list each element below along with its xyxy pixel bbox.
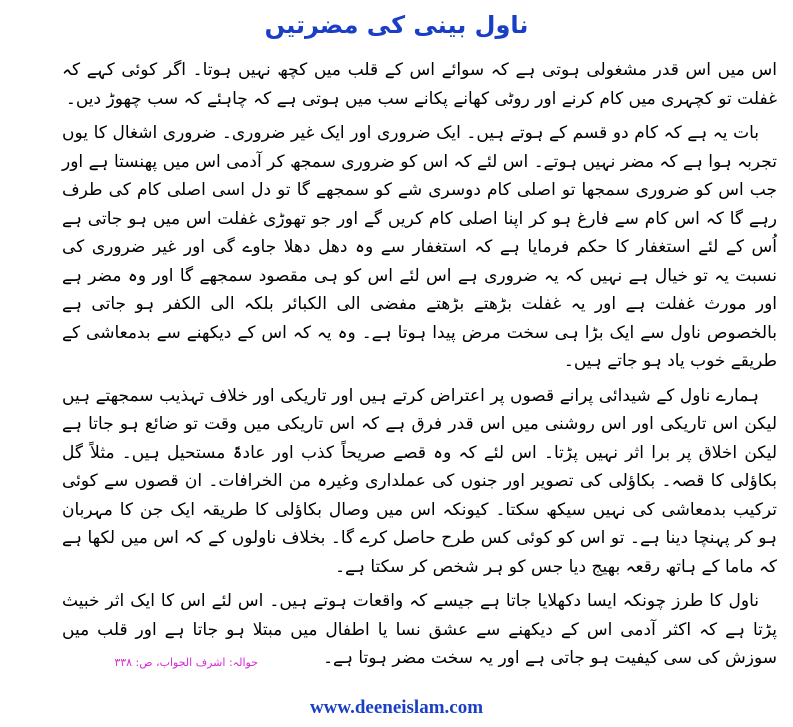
page-title: ناول بینی کی مضرتیں [264,11,529,39]
paragraph-2: بات یہ ہے کہ کام دو قسم کے ہوتے ہیں۔ ایک ضروری اور ایک غیر ضروری۔ ضروری اشغال کا یوں تجربہ ہوا ہے کہ مضر نہیں ہوتے۔ اس لئے کہ اس کو ضروری سمجھ کر آدمی اس میں پھنستا ہے اور جب اس کو ضروری سمجھا تو اصلی کام دوسری شے کو سمجھے گا تو دل اسی اصلی کام کی طرف رہے گا کہ اس کام سے فارغ ہو کر اپنا اصلی کام کریں گے اور جو تھوڑی غفلت اس میں ہو جاتی ہے اُس کے لئے استغفار کا حکم فرمایا ہے کہ استغفار سے وہ دھل دھلا جاوے گی اور غیر ضروری کی نسبت یہ تو خیال ہے نہیں کہ یہ ضروری ہے اس لئے اس کو ہی مقصود سمجھے گا اور وہ مضر ہے اور مورث غفلت ہے اور یہ غفلت بڑھتے بڑھتے مفضی الی الکبائر بلکہ الی الکفر ہو جاتی ہے بالخصوص ناول سے ایک بڑا ہی سخت مرض پیدا ہوتا ہے۔ وہ یہ کہ اس کے دیکھنے سے بدمعاشی کے طریقے خوب یاد ہو جاتے ہیں۔ [62,123,777,371]
paragraph-1: اس میں اس قدر مشغولی ہوتی ہے کہ سوائے اس کے قلب میں کچھ نہیں ہوتا۔ اگر کوئی کہے کہ غفلت تو کچہری میں کام کرنے اور روٹی کھانے پکانے سب میں ہوتی ہے کہ چاہئے کہ سب چھوڑ دیں۔ [62,60,777,109]
website-link[interactable]: www.deeneislam.com [309,697,484,718]
article-body [62,56,777,679]
paragraph-4: ناول کا طرز چونکہ ایسا دکھلایا جاتا ہے جیسے کہ واقعات ہوتے ہیں۔ اس لئے اس کا ایک اثر خبیث پڑتا ہے کہ اکثر آدمی اس کے دیکھنے سے عشق نسا یا اطفال میں مبتلا ہو جاتا ہے اور قلب میں سوزش کی سی کیفیت ہو جاتی ہے اور یہ سخت مضر ہوتا ہے۔ [62,591,777,668]
reference-citation: حوالہ: اشرف الجواب، ص: ۳۳۸ [114,656,258,669]
paragraph-3: ہمارے ناول کے شیدائی پرانے قصوں پر اعتراض کرتے ہیں اور تاریکی اور خلاف تہذیب سمجھتے ہیں لیکن اس تاریکی اور اس روشنی میں اس قدر فرق ہے کہ اس تاریکی میں وقت تو ضائع ہو جاتا ہے لیکن اخلاق پر برا اثر نہیں پڑتا۔ اس لئے کہ وہ قصے صریحاً کذب اور عادۃً مستحیل ہیں۔ مثلاً گل بکاؤلی کا قصہ۔ بکاؤلی کی تصویر اور جنوں کی عملداری وغیرہ من الخرافات۔ ان قصوں سے کوئی ترکیب بدمعاشی کی نہیں سیکھ سکتا۔ کیونکہ اس میں وصال بکاؤلی کا طریقہ ایک جن کا مہربان ہو کر پہنچا دینا ہے۔ تو اس کو کوئی کس طرح حاصل کرے گا۔ بخلاف ناولوں کے کہ اس میں لکھا ہے کہ ماما کے ہاتھ رقعہ بھیج دیا جس کو ہر شخص کر سکتا ہے۔ [62,385,777,577]
